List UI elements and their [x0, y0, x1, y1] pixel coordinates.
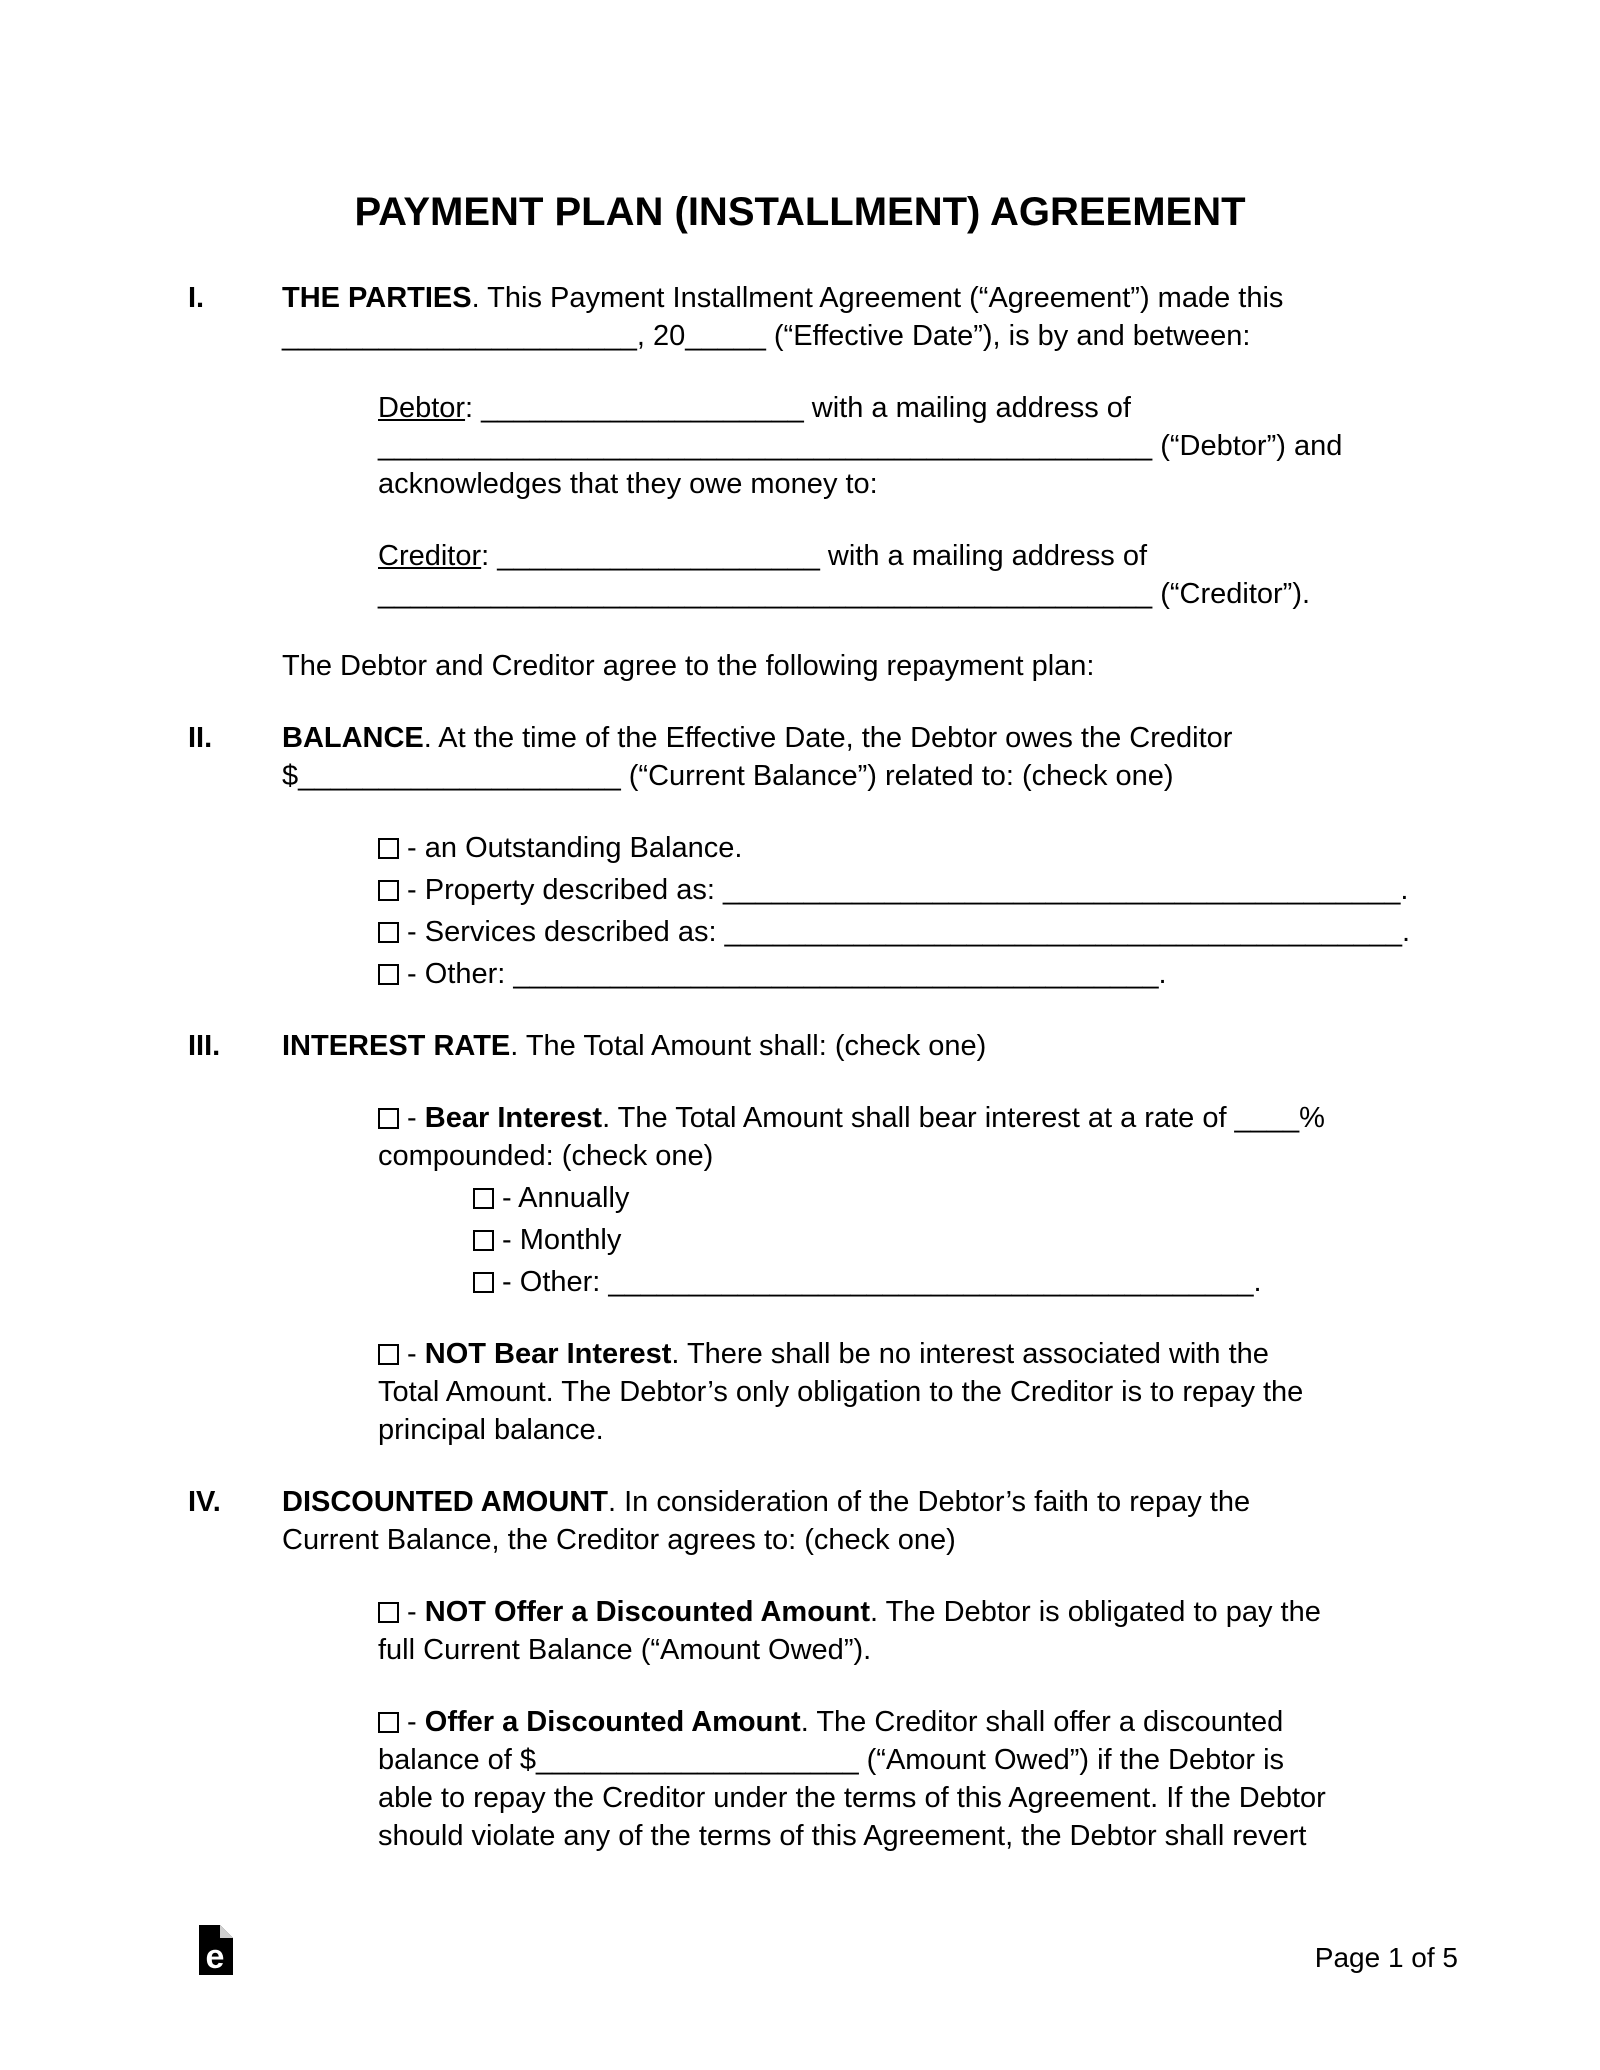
text-run: The Debtor and Creditor agree to the following repayment plan: [282, 650, 1095, 682]
text-run: ________________________________________________ (“Debtor”) and [378, 430, 1343, 462]
text-line [282, 757, 1460, 795]
text-line [378, 537, 1460, 575]
eforms-logo-icon [199, 1925, 233, 1975]
text-run: - an Outstanding Balance. [399, 832, 743, 864]
text-line [378, 1411, 1460, 1449]
section-discounted-amount [188, 1483, 1460, 1889]
section-content [282, 279, 1460, 719]
section-content [282, 1483, 1460, 1889]
text-run: . The Debtor is obligated to pay the [870, 1596, 1321, 1628]
text-run: balance of $____________________ (“Amount Owed”) if the Debtor is [378, 1744, 1285, 1776]
debtor-block [378, 389, 1460, 503]
text-line [282, 1027, 1460, 1065]
text-line [378, 427, 1460, 465]
text-run: - [399, 1338, 425, 1370]
text-run: principal balance. [378, 1414, 604, 1446]
text-run: should violate any of the terms of this Agreement, the Debtor shall revert [378, 1820, 1307, 1852]
balance-option-services [378, 913, 1460, 951]
bold-text: DISCOUNTED AMOUNT [282, 1486, 608, 1518]
text-line [378, 1703, 1460, 1741]
text-line [378, 1779, 1460, 1817]
bold-text: Bear Interest [424, 1102, 603, 1134]
text-line [282, 719, 1460, 757]
creditor-block [378, 537, 1460, 613]
checkbox-icon[interactable] [378, 1712, 399, 1733]
checkbox-icon[interactable] [378, 964, 399, 985]
bold-text: NOT Offer a Discounted Amount [424, 1596, 870, 1628]
bold-text: INTEREST RATE [282, 1030, 511, 1062]
text-line [378, 1593, 1460, 1631]
text-run: . At the time of the Effective Date, the Debtor owes the Creditor [423, 722, 1233, 754]
text-line [378, 389, 1460, 427]
checkbox-icon[interactable] [378, 880, 399, 901]
section-number: I. [188, 282, 205, 314]
section-content [282, 719, 1460, 1027]
text-run: - Monthly [494, 1224, 622, 1256]
section-number: III. [188, 1030, 221, 1062]
text-run: . There shall be no interest associated with the [671, 1338, 1269, 1370]
text-line [378, 871, 1460, 909]
text-line [473, 1263, 1460, 1301]
text-line [282, 317, 1460, 355]
text-run: . The Creditor shall offer a discounted [800, 1706, 1284, 1738]
text-line [378, 465, 1460, 503]
balance-option-outstanding [378, 829, 1460, 867]
section-number: IV. [188, 1486, 221, 1518]
section-content [282, 1027, 1460, 1483]
bold-text: NOT Bear Interest [424, 1338, 672, 1370]
section-the-parties [188, 279, 1460, 719]
parties-intro [282, 279, 1460, 355]
text-run: . The Total Amount shall: (check one) [510, 1030, 987, 1062]
text-run: Total Amount. The Debtor’s only obligation to the Creditor is to repay the [378, 1376, 1304, 1408]
section-balance [188, 719, 1460, 1027]
text-line [282, 647, 1460, 685]
balance-option-other [378, 955, 1460, 993]
text-run: - Other: ________________________________________. [494, 1266, 1262, 1298]
text-run: - Annually [494, 1182, 630, 1214]
text-run: - Services described as: __________________________________________. [399, 916, 1411, 948]
not-bear-interest-option [378, 1335, 1460, 1449]
text-line [378, 1137, 1460, 1175]
discount-intro [282, 1483, 1460, 1559]
text-run: Current Balance, the Creditor agrees to: (check one) [282, 1524, 956, 1556]
text-run: . The Total Amount shall bear interest at a rate of ____% [602, 1102, 1325, 1134]
compound-other-option [473, 1263, 1460, 1301]
text-line [378, 1817, 1460, 1855]
checkbox-icon[interactable] [378, 1344, 399, 1365]
text-run: full Current Balance (“Amount Owed”). [378, 1634, 872, 1666]
checkbox-icon[interactable] [473, 1230, 494, 1251]
text-line [378, 955, 1460, 993]
text-line [378, 1373, 1460, 1411]
text-line [378, 1631, 1460, 1669]
balance-option-property [378, 871, 1460, 909]
page-number: Page 1 of 5 [1314, 1942, 1458, 1973]
text-run: . In consideration of the Debtor’s faith to repay the [607, 1486, 1251, 1518]
text-line [378, 1335, 1460, 1373]
underlined-text: Debtor [378, 392, 466, 424]
text-run: ________________________________________________ (“Creditor”). [378, 578, 1311, 610]
text-line [378, 575, 1460, 613]
compound-annually-option [473, 1179, 1460, 1217]
checkbox-icon[interactable] [378, 838, 399, 859]
balance-intro [282, 719, 1460, 795]
not-offer-discount-option [378, 1593, 1460, 1669]
text-run: $____________________ (“Current Balance”) related to: (check one) [282, 760, 1174, 792]
text-run: compounded: (check one) [378, 1140, 714, 1172]
bear-interest-option [378, 1099, 1460, 1175]
offer-discount-option [378, 1703, 1460, 1855]
checkbox-icon[interactable] [378, 1108, 399, 1129]
text-line [378, 1099, 1460, 1137]
text-run: able to repay the Creditor under the terms of this Agreement. If the Debtor [378, 1782, 1326, 1814]
text-run: . This Payment Installment Agreement (“Agreement”) made this [471, 282, 1284, 314]
text-line [378, 1741, 1460, 1779]
checkbox-icon[interactable] [473, 1272, 494, 1293]
text-line [378, 829, 1460, 867]
text-line [282, 1521, 1460, 1559]
bold-text: THE PARTIES [282, 282, 472, 314]
text-line [473, 1221, 1460, 1259]
text-run: : ____________________ with a mailing address of [481, 540, 1148, 572]
checkbox-icon[interactable] [378, 1602, 399, 1623]
text-run: - [399, 1596, 425, 1628]
interest-intro [282, 1027, 1460, 1065]
compound-monthly-option [473, 1221, 1460, 1259]
text-line [473, 1179, 1460, 1217]
text-run: - [399, 1706, 425, 1738]
logo-letter: e [205, 1938, 225, 1975]
text-line [282, 1483, 1460, 1521]
section-number: II. [188, 722, 213, 754]
checkbox-icon[interactable] [378, 922, 399, 943]
text-run: - [399, 1102, 425, 1134]
text-run: - Property described as: __________________________________________. [399, 874, 1409, 906]
document-body [188, 279, 1460, 1889]
repayment-note [282, 647, 1460, 685]
text-run: ______________________, 20_____ (“Effective Date”), is by and between: [282, 320, 1251, 352]
bold-text: Offer a Discounted Amount [424, 1706, 801, 1738]
bold-text: BALANCE [282, 722, 424, 754]
text-run: : ____________________ with a mailing address of [465, 392, 1131, 424]
checkbox-icon[interactable] [473, 1188, 494, 1209]
text-line [282, 279, 1460, 317]
text-run: - Other: ________________________________________. [399, 958, 1167, 990]
section-interest-rate [188, 1027, 1460, 1483]
text-line [378, 913, 1460, 951]
text-run: acknowledges that they owe money to: [378, 468, 878, 500]
document-title: PAYMENT PLAN (INSTALLMENT) AGREEMENT [354, 190, 1246, 234]
underlined-text: Creditor [378, 540, 482, 572]
